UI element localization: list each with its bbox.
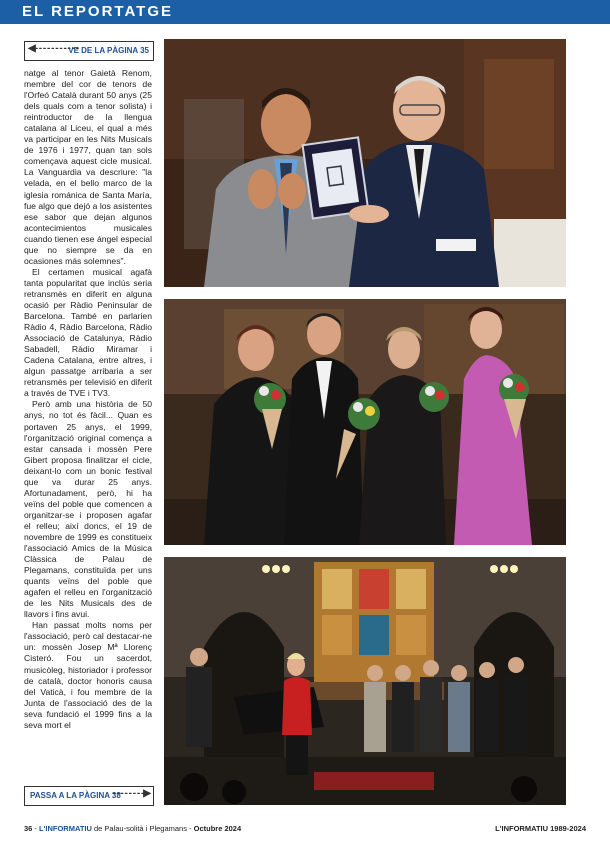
issue-date: Octubre 2024 (193, 824, 242, 833)
continues-on-label: PASSA A LA PÀGINA 38 (30, 791, 121, 800)
arrow-right-icon: - - - - - - - -▶ (112, 788, 150, 799)
article-paragraph: Però amb una història de 50 anys, no tot és fàcil... Quan es portaven 25 anys, el 1999, l'organització original comença a estar cansada i mossèn Pere Gibert proposa finalitzar el cicle, deixant-lo com un bonic festival que va durar 25 anys. Afortunadament, però, hi ha veïns del poble que comencen a organitzar-se i proposen agafar el relleu; així doncs, el 19 de novembre de 1999 es constitueix l'associació Amics de la Música Clàssica de Palau de Plegamans, constituïda per uns quants veïns del poble que agafen el relleu en l'organització de les Nits Musicals des de llavors i fins avui. (24, 399, 152, 620)
publication-subtitle: de Palau-solità i Plegamans - (91, 824, 194, 833)
section-header (0, 0, 610, 24)
article-text-column (24, 68, 152, 784)
arrow-left-icon: ◀- - - - - - - - - - - (28, 43, 79, 54)
continued-from-label: VE DE LA PÀGINA 35 (68, 46, 149, 55)
publication-name: L'INFORMATIU (39, 824, 92, 833)
article-paragraph: Han passat molts noms per l'associació, però cal destacar-ne un: mossèn Josep Mª Llorenç Cisteró. Fou un sacerdot, musicòleg, historiador i professor de català, doctor honoris causa del Vaticà, i fou membre de la Junta de l'associació des de la seva fundació el 1999 fins a la seva mort el (24, 620, 152, 730)
singers-bouquets-photo (164, 299, 566, 545)
church-concert-photo (164, 557, 566, 805)
continued-from-box[interactable] (24, 41, 154, 61)
article-paragraph: natge al tenor Gaietà Renom, membre del cor de tenors de l'Orfeó Català durant 50 anys (25 dels quals com a tenor solista) i reintroductor de la llengua catalana al Liceu, el qual a més va participar en les Nits Musicals de 1976 i 1977, quan tan sols començava aquest cicle musical. La Vanguardia va descriure: "la velada, en el bello marco de la iglesia románica de Santa María, fue algo que dejó a los asistentes ese sabor que dejan algunos acontecimientos musicales cuando tienen ese ángel especial que no siempre se da en ocasiones más solemnes". (24, 68, 152, 266)
page-number: 36 (24, 824, 33, 833)
article-paragraph: El certamen musical agafà tanta popularitat que inclús seria retransmès en diferit en alguna ocasió per Ràdio Peninsular de Barcelona. També en parlarien Ràdio 4, Ràdio Barcelona, Ràdio Associació de Catalunya, Ràdio Sabadell, Ràdio Miramar i Cadena Catalana, entre altres, i algun passatge arribaria a ser retransmès per televisió en diferit a través de TVE i TV3. (24, 266, 152, 399)
section-title: EL REPORTATGE (22, 3, 174, 20)
continues-on-box[interactable] (24, 786, 154, 806)
footer-right: L'INFORMATIU 1989-2024 (495, 824, 586, 833)
award-ceremony-photo (164, 39, 566, 287)
footer-dash: - (32, 824, 40, 833)
footer-left (24, 824, 241, 833)
